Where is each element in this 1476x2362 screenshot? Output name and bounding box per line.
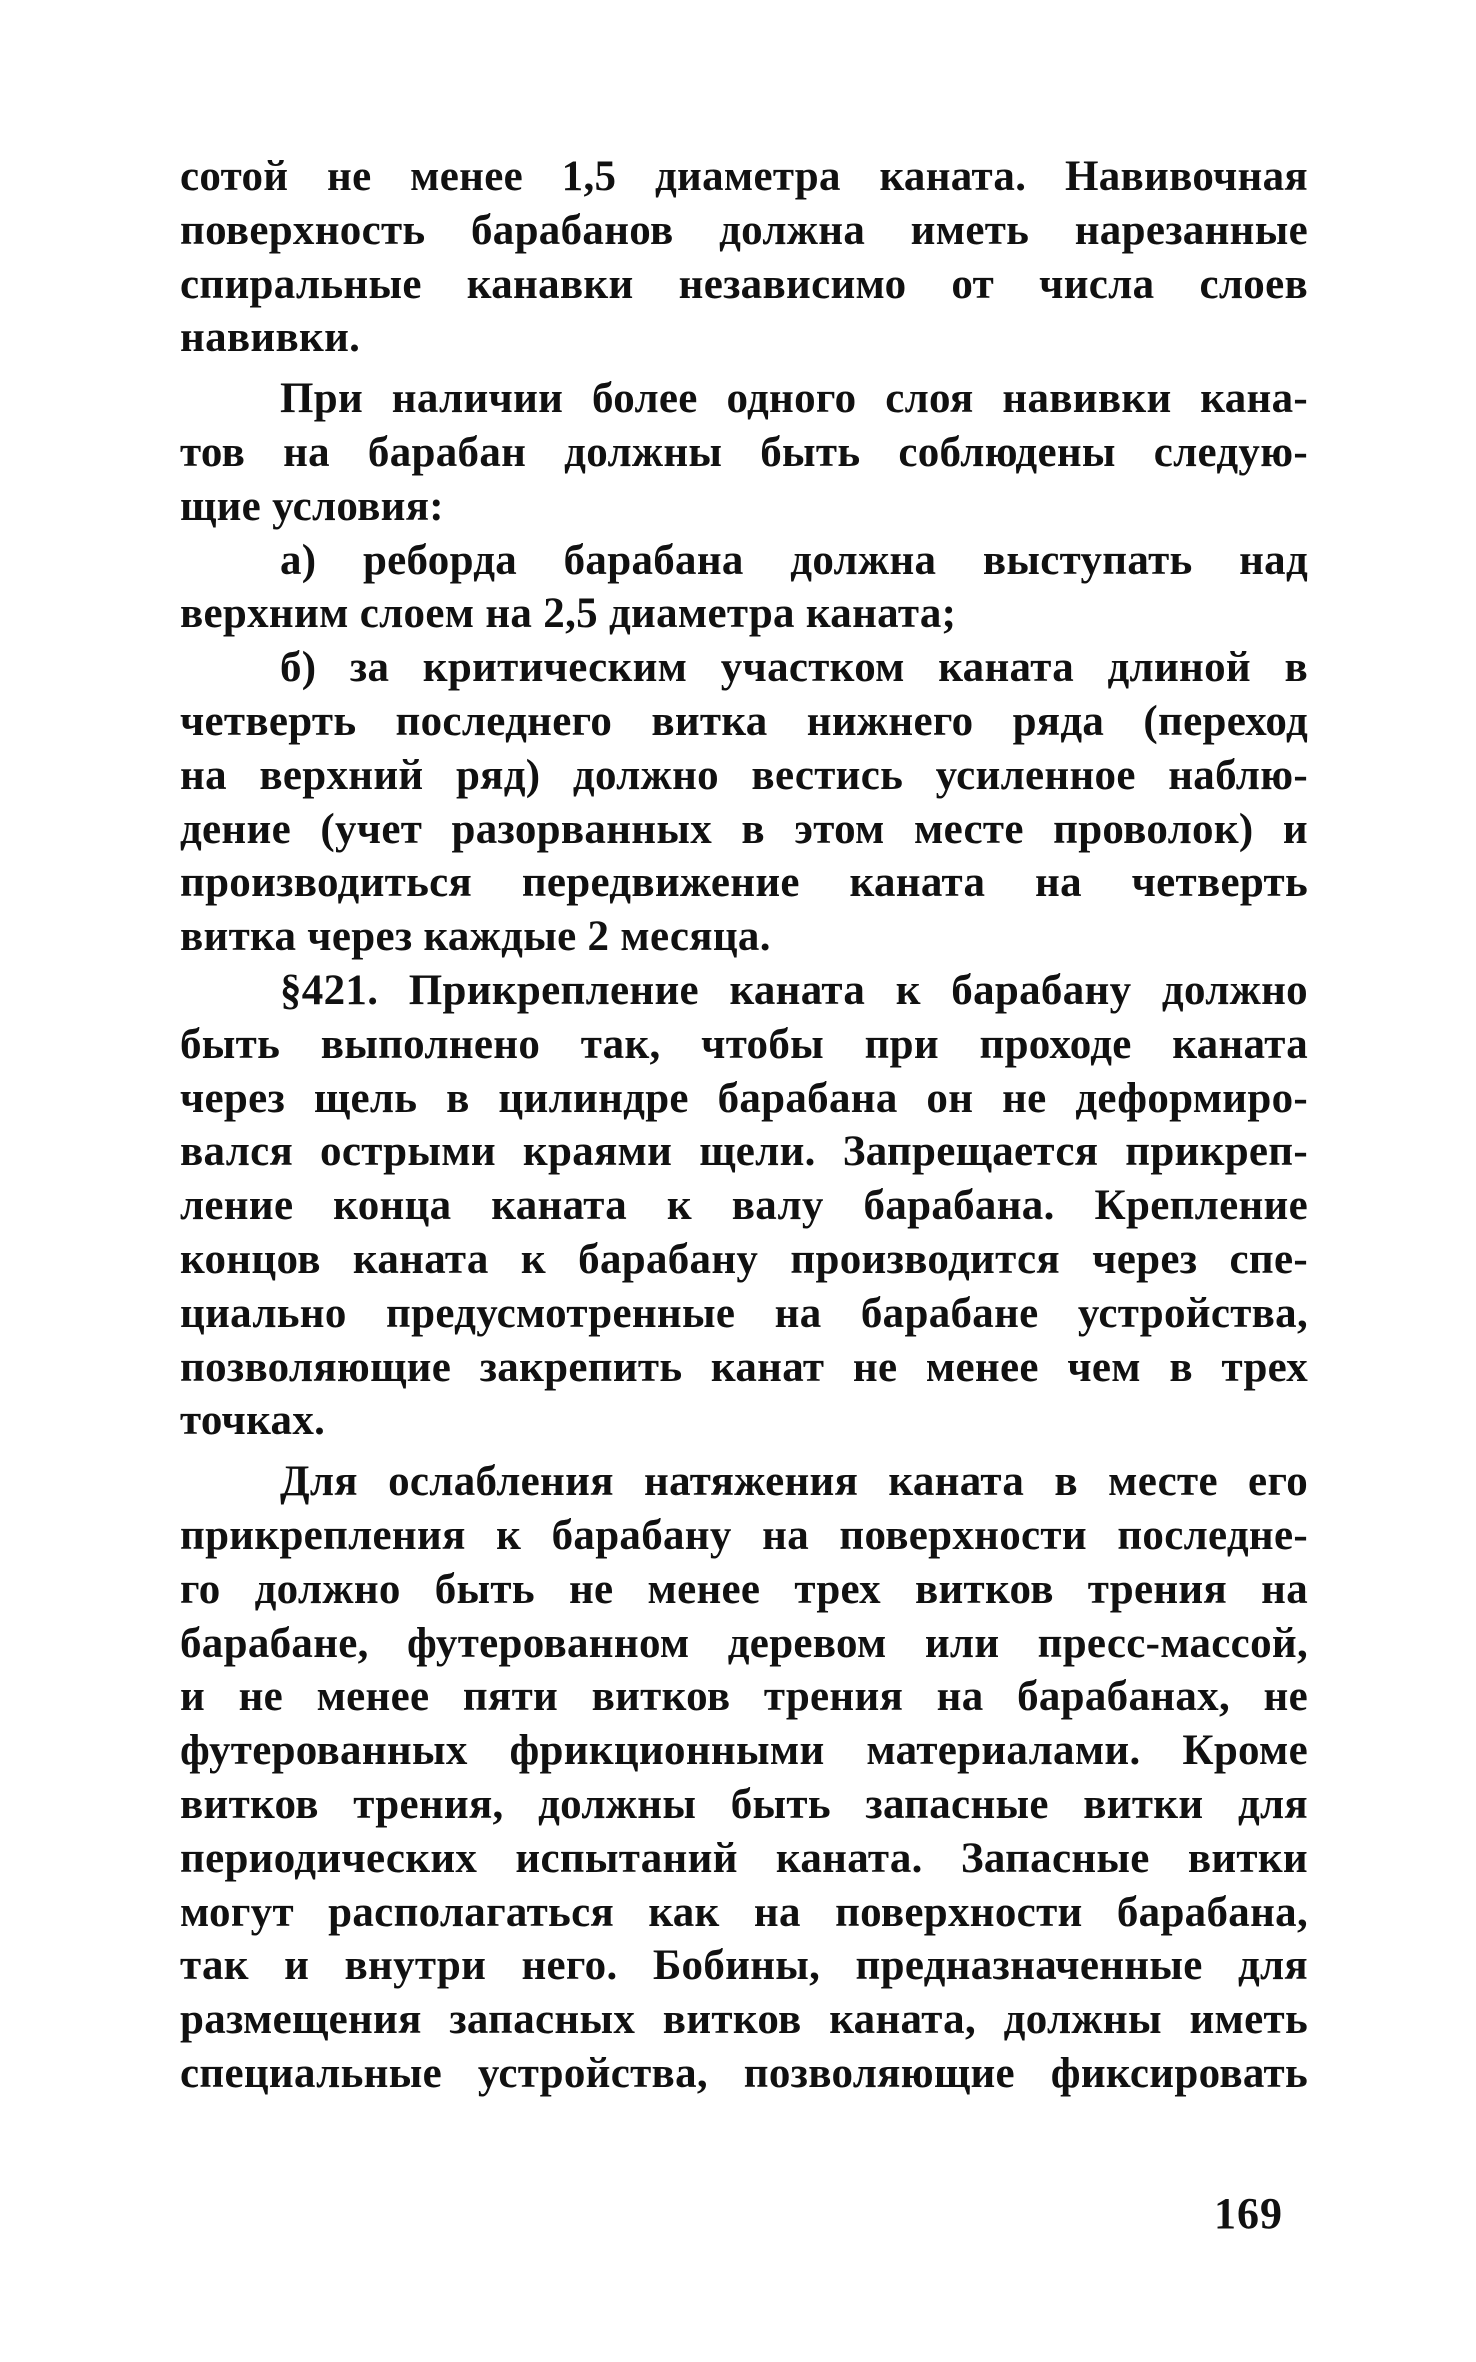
text-line: на верхний ряд) должно вестись усиленное наблю- — [180, 751, 1308, 799]
text-line: го должно быть не менее трех витков трения на — [180, 1565, 1308, 1613]
text-line: верхним слоем на 2,5 диаметра каната; — [180, 590, 957, 638]
text-line: так и внутри него. Бобины, предназначенные для — [180, 1942, 1308, 1990]
text-line: спиральные канавки независимо от числа слоев — [180, 260, 1308, 308]
text-line: щие условия: — [180, 482, 444, 530]
text-line: периодических испытаний каната. Запасные витки — [180, 1834, 1308, 1882]
text-line: витков трения, должны быть запасные витки для — [180, 1780, 1308, 1828]
text-line: и не менее пяти витков трения на барабанах, не — [180, 1673, 1308, 1721]
text-line: §421. Прикрепление каната к барабану должно — [280, 966, 1308, 1014]
text-line: четверть последнего витка нижнего ряда (переход — [180, 697, 1308, 745]
text-line: специальные устройства, позволяющие фиксировать — [180, 2049, 1308, 2097]
text-line: Для ослабления натяжения каната в месте его — [280, 1458, 1308, 1506]
text-line: навивки. — [180, 314, 361, 362]
text-line: через щель в цилиндре барабана он не деформиро- — [180, 1074, 1308, 1122]
text-line: циально предусмотренные на барабане устройства, — [180, 1289, 1308, 1337]
text-line: быть выполнено так, чтобы при проходе каната — [180, 1020, 1308, 1068]
text-line: витка через каждые 2 месяца. — [180, 913, 771, 961]
text-line: размещения запасных витков каната, должны иметь — [180, 1996, 1308, 2044]
text-line: футерованных фрикционными материалами. Кроме — [180, 1727, 1308, 1775]
text-line: могут располагаться как на поверхности барабана, — [180, 1888, 1308, 1936]
text-line: дение (учет разорванных в этом месте проволок) и — [180, 805, 1308, 853]
text-line: прикрепления к барабану на поверхности последне- — [180, 1511, 1308, 1559]
text-line: поверхность барабанов должна иметь нарезанные — [180, 206, 1308, 254]
page-number: 169 — [1214, 2189, 1283, 2238]
text-line: позволяющие закрепить канат не менее чем в трех — [180, 1343, 1308, 1391]
text-line: а) реборда барабана должна выступать над — [280, 536, 1308, 584]
text-line: сотой не менее 1,5 диаметра каната. Навивочная — [180, 153, 1308, 200]
text-line: точках. — [180, 1397, 326, 1445]
text-line: тов на барабан должны быть соблюдены следую- — [180, 428, 1308, 476]
text-line: барабане, футерованном деревом или пресс-массой, — [180, 1619, 1308, 1667]
text-line: ление конца каната к валу барабана. Крепление — [180, 1182, 1308, 1230]
body-text — [180, 150, 1308, 2101]
text-line: вался острыми краями щели. Запрещается прикреп- — [180, 1128, 1308, 1176]
text-line: При наличии более одного слоя навивки кана- — [280, 375, 1308, 423]
text-line: концов каната к барабану производится через спе- — [180, 1235, 1308, 1283]
text-line: б) за критическим участком каната длиной в — [280, 644, 1308, 692]
text-line: производиться передвижение каната на четверть — [180, 859, 1308, 907]
